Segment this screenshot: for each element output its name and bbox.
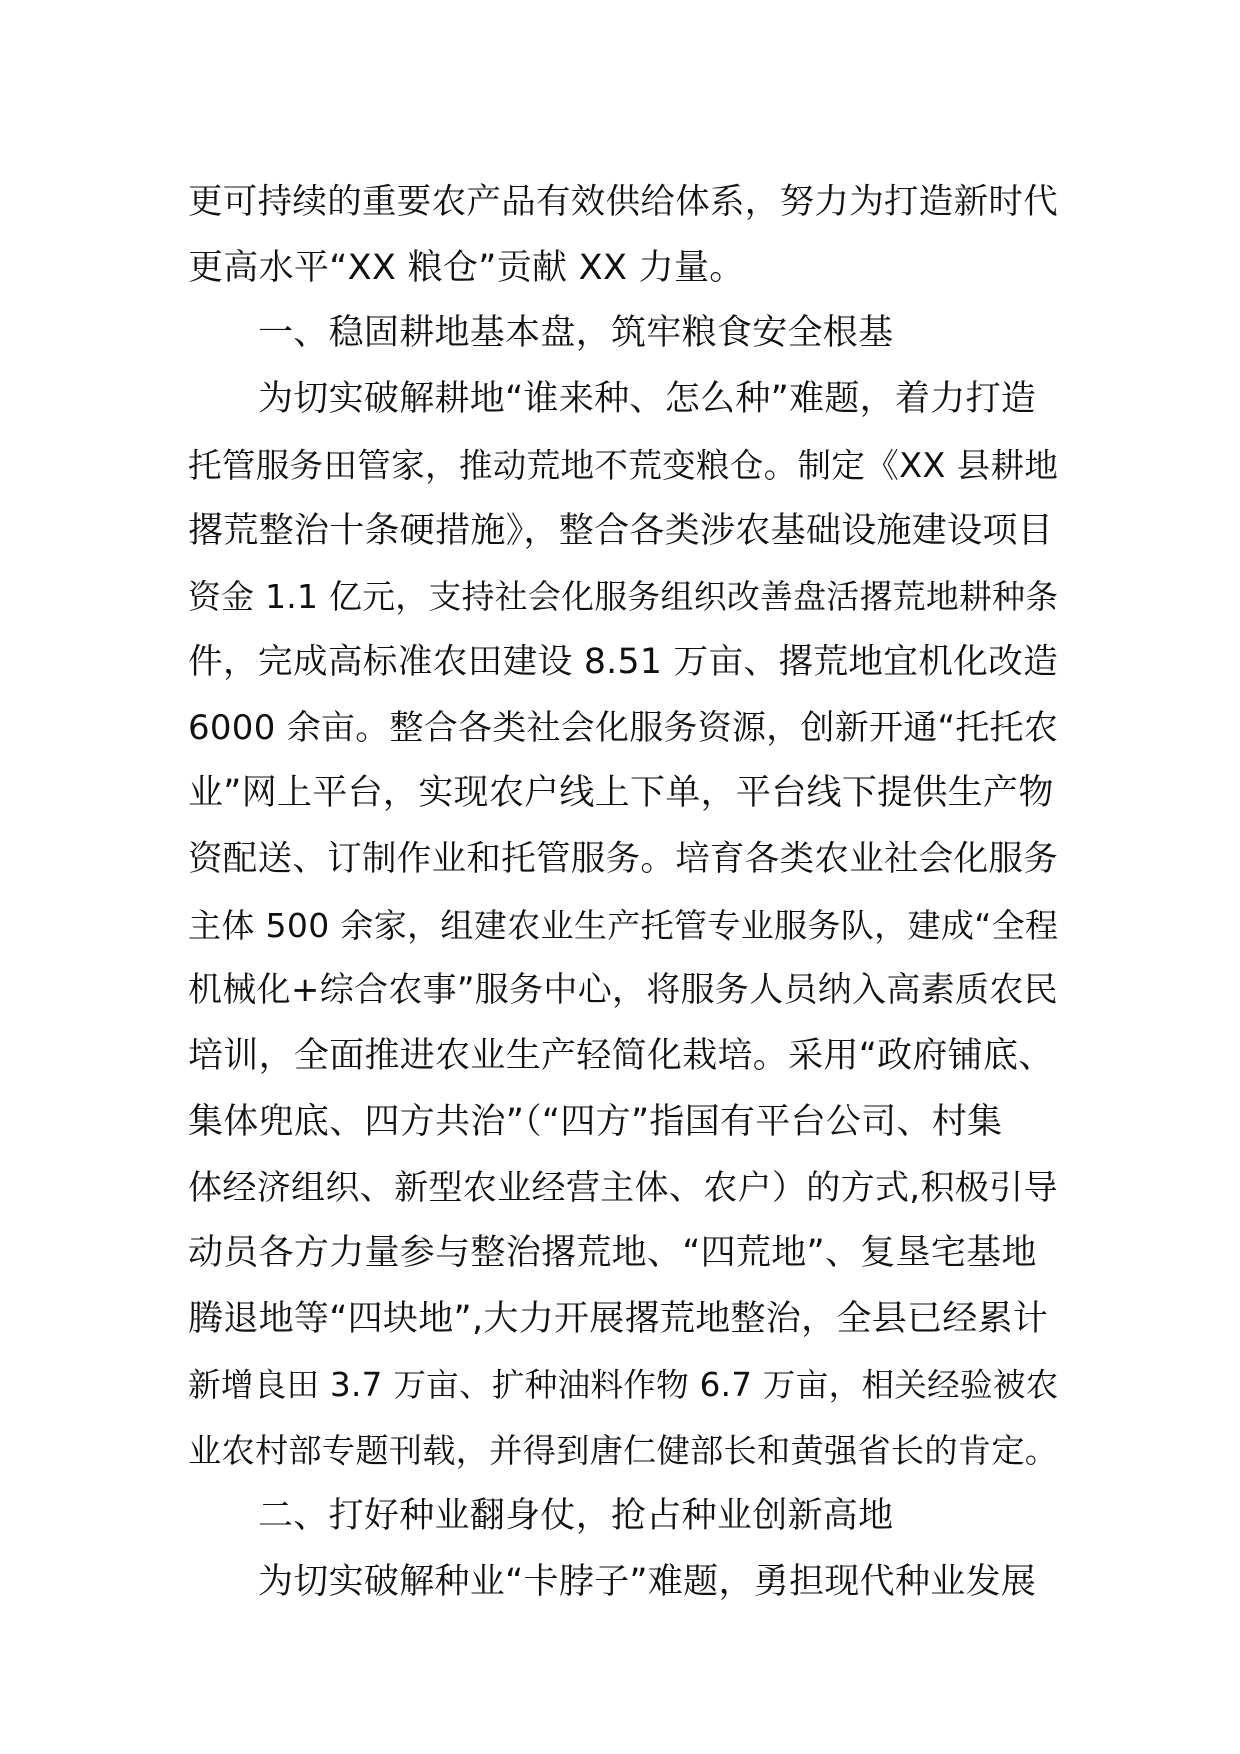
text-line: 更高水平“XX 粮仓”贡献 XX 力量。 bbox=[188, 247, 745, 288]
text-line: 业”网上平台，实现农户线上下单，平台线下提供生产物 bbox=[188, 773, 1054, 814]
heading-text: 一、稳固耕地基本盘，筑牢粮食安全根基 bbox=[258, 313, 894, 354]
text-line: 为切实破解种业“卡脖子”难题，勇担现代种业发展 bbox=[258, 1561, 1037, 1602]
text-line: 机械化+综合农事”服务中心，将服务人员纳入高素质农民 bbox=[188, 970, 1058, 1011]
text-line: 件，完成高标准农田建设 8.51 万亩、撂荒地宜机化改造 bbox=[188, 641, 1059, 682]
paragraph-section-1 bbox=[188, 367, 1058, 1484]
text-line: 6000 余亩。整合各类社会化服务资源，创新开通“托托农 bbox=[188, 707, 1059, 748]
text-line: 托管服务田管家，推动荒地不荒变粮仓。制定《XX 县耕地 bbox=[188, 445, 1059, 485]
text-line: 体经济组织、新型农业经营主体、农户）的方式,积极引导 bbox=[188, 1167, 1058, 1208]
text-line: 主体 500 余家，组建农业生产托管专业服务队，建成“全程 bbox=[188, 905, 1059, 945]
text-line: 集体兜底、四方共治”（“四方”指国有平台公司、村集 bbox=[188, 1101, 1003, 1142]
text-line: 撂荒整治十条硬措施》，整合各类涉农基础设施建设项目 bbox=[188, 510, 1054, 551]
section-heading-1 bbox=[188, 301, 1058, 367]
text-line: 腾退地等“四块地”,大力开展撂荒地整治，全县已经累计 bbox=[188, 1298, 1049, 1339]
text-line: 培训，全面推进农业生产轻简化栽培。采用“政府铺底、 bbox=[188, 1036, 1054, 1077]
text-line: 资配送、订制作业和托管服务。培育各类农业社会化服务 bbox=[188, 839, 1058, 880]
paragraph-section-2 bbox=[188, 1550, 1058, 1616]
section-heading-2 bbox=[188, 1484, 1058, 1550]
text-line: 更可持续的重要农产品有效供给体系，努力为打造新时代 bbox=[188, 182, 1058, 222]
text-line: 动员各方力量参与整治撂荒地、“四荒地”、复垦宅基地 bbox=[188, 1233, 1037, 1274]
text-line: 为切实破解耕地“谁来种、怎么种”难题，着力打造 bbox=[258, 379, 1037, 420]
text-line: 资金 1.1 亿元，支持社会化服务组织改善盘活撂荒地耕种条 bbox=[188, 577, 1059, 617]
paragraph-continuation bbox=[188, 170, 1058, 301]
heading-text: 二、打好种业翻身仗，抢占种业创新高地 bbox=[258, 1496, 894, 1537]
text-line: 业农村部专题刊载，并得到唐仁健部长和黄强省长的肯定。 bbox=[188, 1431, 1059, 1471]
document-body bbox=[188, 170, 1058, 1615]
text-line: 新增良田 3.7 万亩、扩种油料作物 6.7 万亩，相关经验被农 bbox=[188, 1365, 1059, 1404]
